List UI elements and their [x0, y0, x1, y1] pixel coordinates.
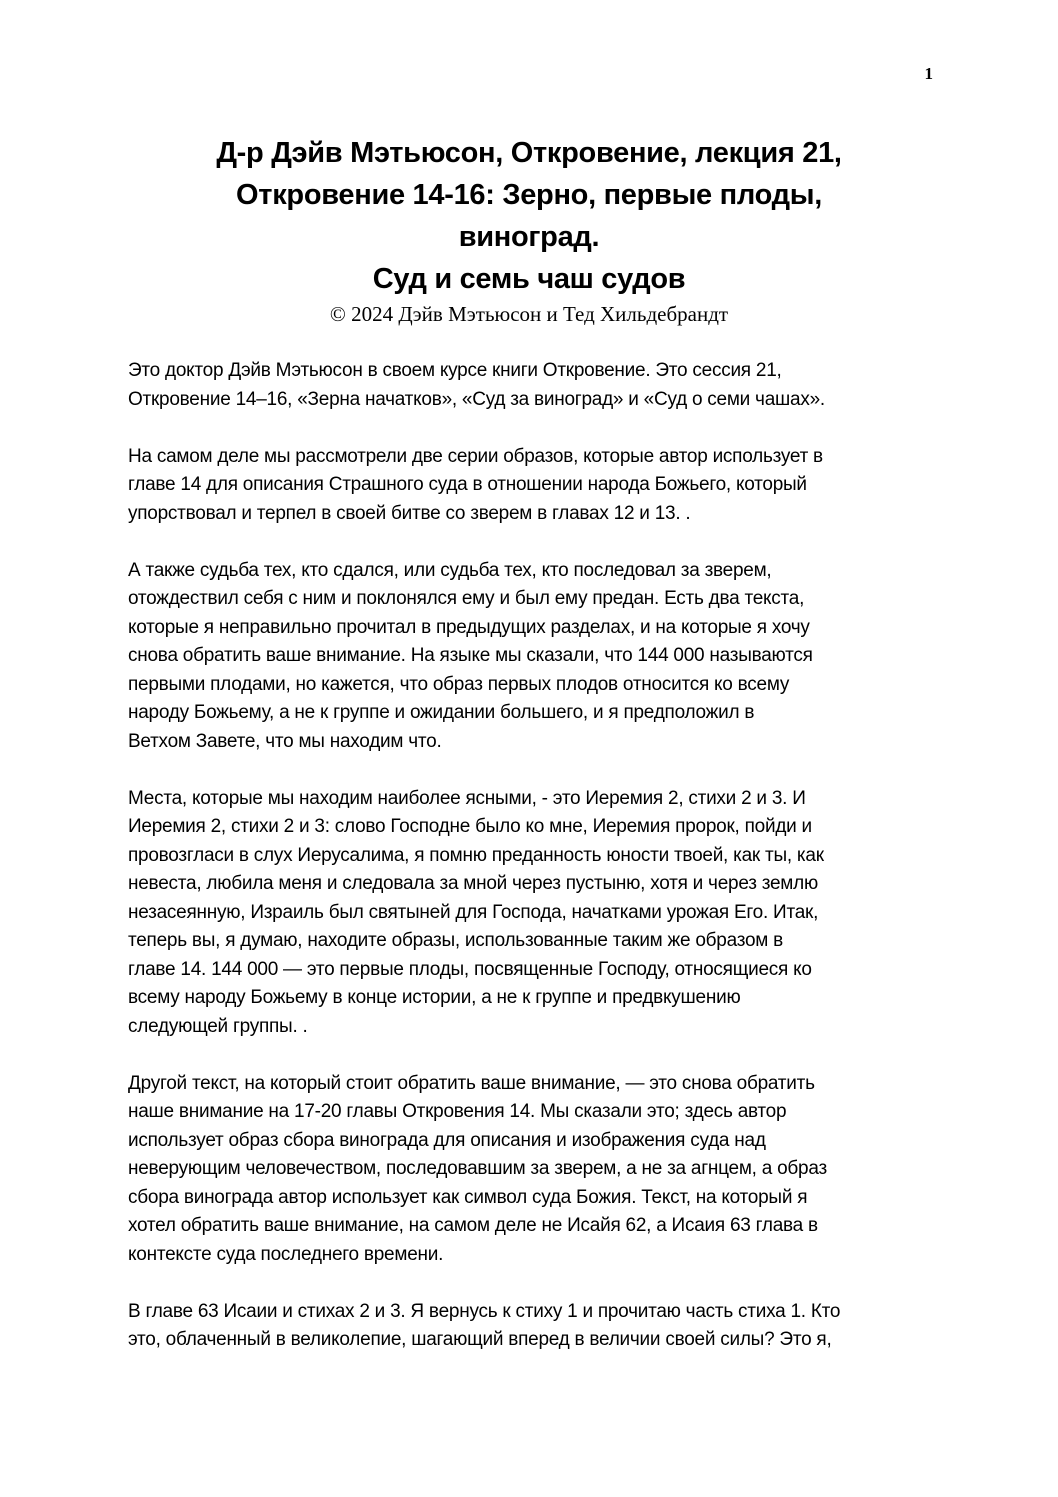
text-line: А также судьба тех, кто сдался, или судьба тех, кто последовал за зверем,: [128, 559, 772, 581]
text-line: хотел обратить ваше внимание, на самом деле не Исайя 62, а Исаия 63 глава в: [128, 1215, 818, 1236]
text-line: главе 14 для описания Страшного суда в отношении народа Божьего, который: [128, 474, 807, 495]
text-line: Иеремия 2, стихи 2 и 3: слово Господне было ко мне, Иеремия пророк, пойди и: [128, 816, 812, 837]
text-line: невеста, любила меня и следовала за мной через пустыню, хотя и через землю: [128, 873, 818, 894]
copyright-line: © 2024 Дэйв Мэтьюсон и Тед Хильдебрандт: [329, 302, 729, 326]
paragraph: [128, 1070, 938, 1270]
body-text: [128, 357, 938, 1383]
text-line: это, облаченный в великолепие, шагающий вперед в величии своей силы? Это я,: [128, 1329, 832, 1350]
text-line: использует образ сбора винограда для описания и изображения суда над: [128, 1129, 766, 1151]
text-line: следующей группы. .: [128, 1015, 308, 1037]
text-line: незасеянную, Израиль был святыней для Господа, начатками урожая Его. Итак,: [128, 901, 819, 923]
paragraph: [128, 1298, 938, 1355]
text-line: народу Божьему, а не к группе и ожидании большего, и я предположил в: [128, 702, 755, 723]
text-line: На самом деле мы рассмотрели две серии образов, которые автор использует в: [128, 445, 823, 467]
text-line: провозгласи в слух Иерусалима, я помню преданность юности твоей, как ты, как: [128, 844, 824, 866]
text-line: контексте суда последнего времени.: [128, 1243, 444, 1265]
title-line: виноград.: [458, 221, 600, 253]
text-line: теперь вы, я думаю, находите образы, использованные таким же образом в: [128, 930, 783, 951]
title-line: Суд и семь чаш судов: [372, 263, 686, 295]
text-line: главе 14. 144 000 — это первые плоды, посвященные Господу, относящиеся ко: [128, 958, 812, 980]
text-line: всему народу Божьему в конце истории, а не к группе и предвкушению: [128, 987, 741, 1008]
text-line: неверующим человечеством, последовавшим за зверем, а не за агнцем, а образ: [128, 1158, 827, 1179]
text-line: Откровение 14–16, «Зерна начатков», «Суд за виноград» и «Суд о семи чашах».: [128, 388, 825, 410]
text-line: Это доктор Дэйв Мэтьюсон в своем курсе книги Откровение. Это сессия 21,: [128, 360, 782, 381]
text-line: первыми плодами, но кажется, что образ первых плодов относится ко всему: [128, 673, 790, 695]
paragraph: [128, 557, 938, 757]
page-number: 1: [924, 64, 933, 83]
text-line: Другой текст, на который стоит обратить ваше внимание, — это снова обратить: [128, 1072, 815, 1094]
paragraph: [128, 443, 938, 529]
text-line: упорствовал и терпел в своей битве со зверем в главах 12 и 13. .: [128, 502, 691, 524]
document-title: [100, 132, 958, 328]
text-line: сбора винограда автор использует как символ суда Божия. Текст, на который я: [128, 1186, 808, 1208]
paragraph: [128, 785, 938, 1042]
text-line: В главе 63 Исаии и стихах 2 и 3. Я вернусь к стиху 1 и прочитаю часть стиха 1. Кто: [128, 1300, 841, 1322]
text-line: отождествил себя с ним и поклонялся ему и был ему предан. Есть два текста,: [128, 588, 805, 609]
paragraph: [128, 357, 938, 414]
text-line: Места, которые мы находим наиболее ясными, - это Иеремия 2, стихи 2 и 3. И: [128, 787, 806, 809]
text-line: Ветхом Завете, что мы находим что.: [128, 730, 442, 752]
text-line: которые я неправильно прочитал в предыдущих разделах, и на которые я хочу: [128, 616, 810, 638]
title-line: Откровение 14-16: Зерно, первые плоды,: [236, 179, 822, 211]
text-line: наше внимание на 17-20 главы Откровения 14. Мы сказали это; здесь автор: [128, 1101, 787, 1122]
text-line: снова обратить ваше внимание. На языке мы сказали, что 144 000 называются: [128, 645, 813, 666]
title-line: Д-р Дэйв Мэтьюсон, Откровение, лекция 21,: [216, 137, 842, 169]
